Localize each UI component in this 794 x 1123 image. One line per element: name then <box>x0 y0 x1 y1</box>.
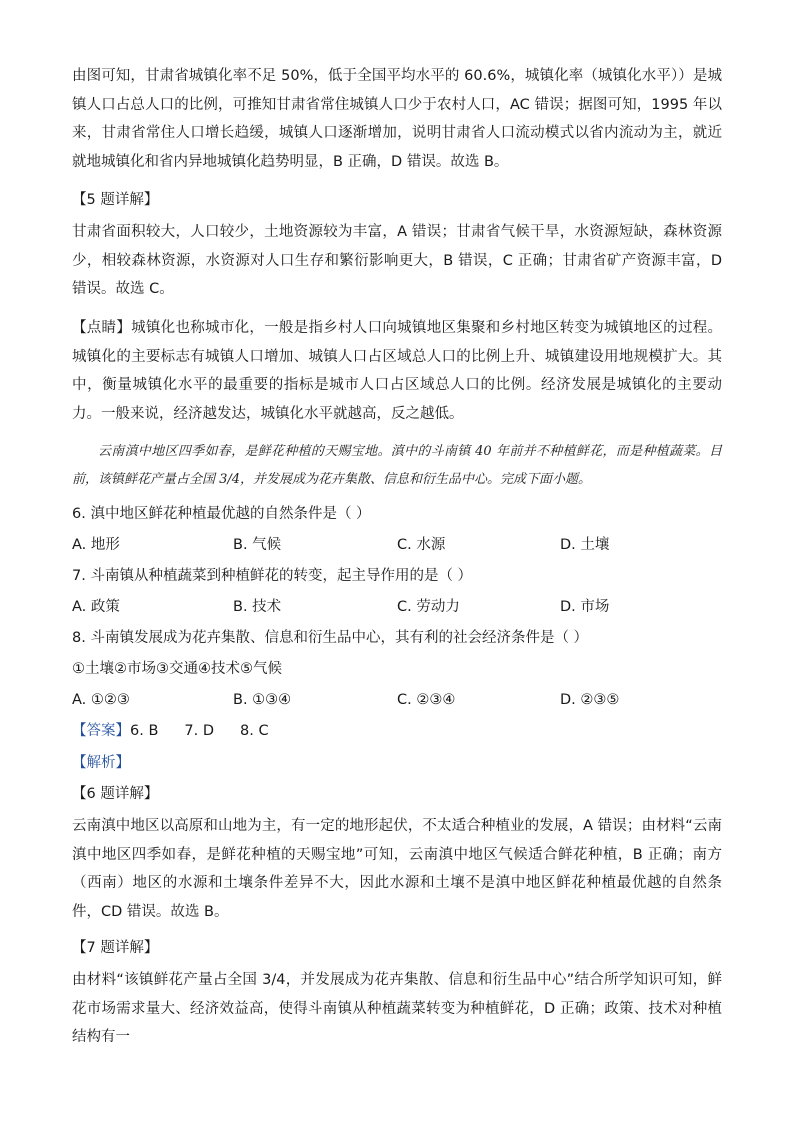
question-6-option-c[interactable]: C. 水源 <box>397 537 446 553</box>
answer-6: 6. B <box>130 723 159 739</box>
question-7-option-b[interactable]: B. 技术 <box>233 599 282 615</box>
question-6-option-a[interactable]: A. 地形 <box>72 537 120 553</box>
question-8-stem: 8. 斗南镇发展成为花卉集散、信息和衍生品中心，其有利的社会经济条件是（ ） <box>72 630 589 646</box>
q5-explanation: 甘肃省面积较大，人口较少，土地资源较为丰富，A 错误；甘肃省气候干旱，水资源短缺，森林资源少，相较森林资源，水资源对人口生存和繁衍影响更大，B 错误，C 正确；甘肃省矿产资源丰富，D 错误。故选 C。 <box>72 224 722 297</box>
question-7-option-a[interactable]: A. 政策 <box>72 599 120 615</box>
question-6-stem: 6. 滇中地区鲜花种植最优越的自然条件是（ ） <box>72 506 371 522</box>
intro-paragraph: 由图可知，甘肃省城镇化率不足 50%，低于全国平均水平的 60.6%，城镇化率（城镇化水平））是城镇人口占总人口的比例，可推知甘肃省常住城镇人口少于农村人口，AC 错误；据图可知，1995 年以来，甘肃省常住人口增长趋缓，城镇人口逐渐增加，说明甘肃省人口流动模式以省内流动为主，就近就地城镇化和省内异地城镇化趋势明显，B 正确，D 错误。故选 B。 <box>72 68 722 170</box>
question-8-option-a[interactable]: A. ①②③ <box>72 692 130 708</box>
answer-7: 7. D <box>184 723 215 739</box>
q6-heading: 【6 题详解】 <box>72 786 159 802</box>
q5-heading: 【5 题详解】 <box>72 192 159 208</box>
q7-heading: 【7 题详解】 <box>72 940 159 956</box>
q7-explanation: 由材料“该镇鲜花产量占全国 3/4，并发展成为花卉集散、信息和衍生品中心”结合所学知识可知，鲜花市场需求量大、经济效益高，使得斗南镇从种植蔬菜转变为种植鲜花，D 正确；政策、技术对种植结构有一 <box>72 972 722 1045</box>
question-6-option-b[interactable]: B. 气候 <box>233 537 282 553</box>
question-7-stem: 7. 斗南镇从种植蔬菜到种植鲜花的转变，起主导作用的是（ ） <box>72 568 473 584</box>
analysis-label: 【解析】 <box>72 755 130 771</box>
question-8-option-d[interactable]: D. ②③⑤ <box>560 692 620 708</box>
question-8-option-b[interactable]: B. ①③④ <box>233 692 292 708</box>
q6-explanation: 云南滇中地区以高原和山地为主，有一定的地形起伏，不太适合种植业的发展，A 错误；由材料“云南滇中地区四季如春，是鲜花种植的天赐宝地”可知，云南滇中地区气候适合鲜花种植，B 正确；南方（西南）地区的水源和土壤条件差异不大，因此水源和土壤不是滇中地区鲜花种植最优越的自然条件，CD 错误。故选 B。 <box>72 818 722 920</box>
question-7-option-c[interactable]: C. 劳动力 <box>397 599 460 615</box>
question-8-choices: ①土壤②市场③交通④技术⑤气候 <box>72 661 282 677</box>
answer-line <box>72 720 269 742</box>
material-passage: 云南滇中地区四季如春，是鲜花种植的天赐宝地。滇中的斗南镇 40 年前并不种植鲜花，而是种植蔬菜。目前，该镇鲜花产量占全国 3/4，并发展成为花卉集散、信息和衍生品中心。完成下面小题。 <box>72 444 722 487</box>
answer-label: 【答案】 <box>72 723 130 739</box>
question-7-option-d[interactable]: D. 市场 <box>560 599 610 615</box>
question-8-option-c[interactable]: C. ②③④ <box>397 692 456 708</box>
question-6-option-d[interactable]: D. 土壤 <box>560 537 610 553</box>
answer-8: 8. C <box>240 723 269 739</box>
tip-paragraph: 【点睛】城镇化也称城市化，一般是指乡村人口向城镇地区集聚和乡村地区转变为城镇地区的过程。城镇化的主要标志有城镇人口增加、城镇人口占区域总人口的比例上升、城镇建设用地规模扩大。其中，衡量城镇化水平的最重要的指标是城市人口占区域总人口的比例。经济发展是城镇化的主要动力。一般来说，经济越发达，城镇化水平就越高，反之越低。 <box>72 320 722 422</box>
